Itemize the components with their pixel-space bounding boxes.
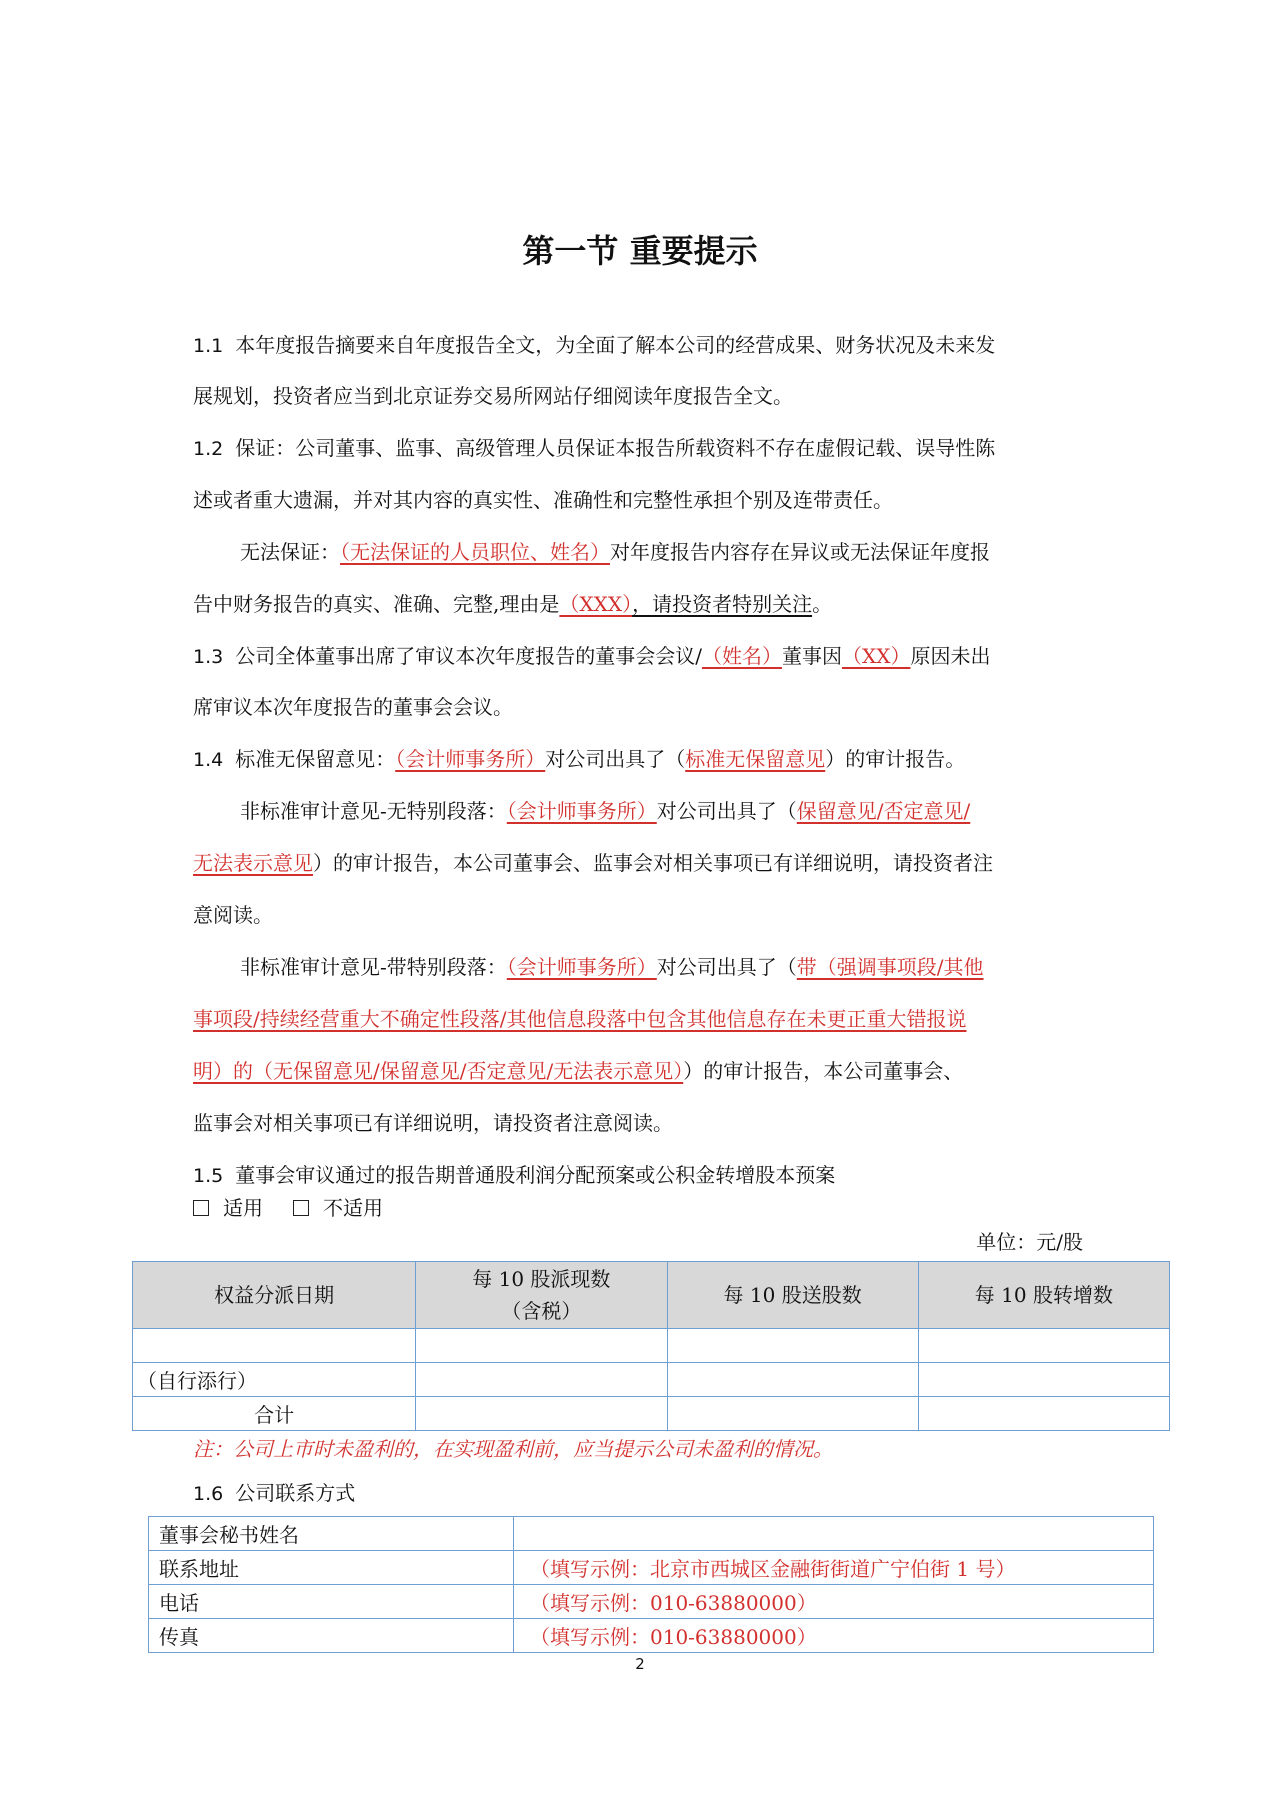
contact-value: （填写示例：北京市西城区金融街街道广宁伯街 1 号）	[514, 1551, 1154, 1585]
nonstandard-1-line1	[240, 796, 1083, 826]
placeholder-person: （无法保证的人员职位、姓名）	[340, 540, 610, 564]
table-header-row	[133, 1262, 1170, 1329]
text: 对年度报告内容存在异议或无法保证年度报	[610, 540, 990, 564]
table-cell: 合计	[133, 1397, 416, 1431]
section-number: 1.5	[193, 1165, 224, 1187]
table-total-row	[133, 1397, 1170, 1431]
section-number: 1.6	[193, 1483, 224, 1505]
profit-note: 注：公司上市时未盈利的，在实现盈利前，应当提示公司未盈利的情况。	[193, 1437, 833, 1461]
text: 对公司出具了（	[545, 747, 686, 771]
placeholder-firm: （会计师事务所）	[395, 747, 546, 771]
para-1-4-line1	[193, 744, 1083, 775]
header-text: 每 10 股派现数	[472, 1267, 611, 1291]
text: 保证：公司董事、监事、高级管理人员保证本报告所载资料不存在虚假记载、误导性陈	[235, 436, 996, 460]
checkbox-applicable[interactable]	[193, 1200, 209, 1216]
contact-value: （填写示例：010-63880000）	[514, 1585, 1154, 1619]
section-number: 1.3	[193, 646, 224, 668]
para-1-5-title	[193, 1160, 1083, 1191]
table-cell	[133, 1329, 416, 1363]
text: 董事因	[781, 644, 842, 668]
para-1-2-line1	[193, 433, 1083, 464]
option-label: 适用	[223, 1196, 263, 1220]
table-cell: （自行添行）	[133, 1363, 416, 1397]
no-guarantee-line1	[240, 537, 1083, 567]
contact-table	[148, 1516, 1154, 1653]
unit-label: 单位：元/股	[976, 1230, 1083, 1254]
label: 非标准审计意见-无特别段落：	[240, 799, 507, 823]
table-row	[133, 1363, 1170, 1397]
para-1-6-title	[193, 1478, 1083, 1509]
label: 非标准审计意见-带特别段落：	[240, 955, 507, 979]
placeholder-opinion: （无保留意见/保留意见/否定意见/无法表示意见）	[253, 1059, 684, 1083]
table-cell	[667, 1397, 918, 1431]
contact-row	[149, 1517, 1154, 1551]
applicability-options	[193, 1193, 1083, 1223]
header-cell: 权益分派日期	[133, 1262, 416, 1329]
para-1-1-line1	[193, 330, 1083, 361]
table-row	[133, 1329, 1170, 1363]
text: 对公司出具了（	[656, 799, 797, 823]
text: 董事会审议通过的报告期普通股利润分配预案或公积金转增股本预案	[235, 1163, 836, 1187]
header-cell	[416, 1262, 667, 1329]
text: ）的审计报告，本公司董事会、监事会对相关事项已有详细说明，请投资者注	[313, 851, 993, 875]
para-1-1-line2: 展规划，投资者应当到北京证券交易所网站仔细阅读年度报告全文。	[193, 384, 793, 408]
page-number: 2	[635, 1655, 645, 1673]
contact-row	[149, 1619, 1154, 1653]
contact-row	[149, 1585, 1154, 1619]
nonstandard-2-line3	[193, 1056, 1083, 1086]
table-cell	[918, 1329, 1169, 1363]
header-text: （含税）	[501, 1299, 582, 1323]
nonstandard-2-line4: 监事会对相关事项已有详细说明，请投资者注意阅读。	[193, 1111, 673, 1135]
text: 告中财务报告的真实、准确、完整,理由是	[193, 592, 560, 616]
checkbox-not-applicable[interactable]	[293, 1200, 309, 1216]
text: ）的审计报告。	[825, 747, 966, 771]
text: 。	[812, 592, 833, 616]
para-1-3-line1	[193, 641, 1083, 672]
section-number: 1.4	[193, 749, 224, 771]
placeholder-firm: （会计师事务所）	[506, 955, 657, 979]
placeholder-opinion: 带（强调事项段/其他	[796, 955, 984, 979]
placeholder-reason: （XXX）	[559, 592, 633, 616]
contact-value	[514, 1517, 1154, 1551]
text: 原因未出	[910, 644, 991, 668]
nonstandard-2-line2	[193, 1004, 1083, 1034]
contact-label: 电话	[149, 1585, 514, 1619]
para-1-2-line2: 述或者重大遗漏，并对其内容的真实性、准确性和完整性承担个别及连带责任。	[193, 488, 893, 512]
table-cell	[416, 1363, 667, 1397]
placeholder-firm: （会计师事务所）	[506, 799, 657, 823]
table-cell	[416, 1329, 667, 1363]
text: 公司联系方式	[235, 1481, 356, 1505]
text: ）的审计报告，本公司董事会、	[683, 1059, 964, 1083]
table-cell	[667, 1329, 918, 1363]
nonstandard-1-line3: 意阅读。	[193, 903, 273, 927]
table-cell	[918, 1397, 1169, 1431]
header-cell: 每 10 股转增数	[918, 1262, 1169, 1329]
no-guarantee-line2	[193, 589, 1083, 619]
placeholder-opinion: 标准无保留意见	[685, 747, 826, 771]
para-1-3-line2: 席审议本次年度报告的董事会会议。	[193, 695, 513, 719]
section-number: 1.1	[193, 335, 224, 357]
nonstandard-1-line2	[193, 848, 1083, 878]
contact-label: 传真	[149, 1619, 514, 1653]
table-cell	[667, 1363, 918, 1397]
header-cell: 每 10 股送股数	[667, 1262, 918, 1329]
contact-label: 联系地址	[149, 1551, 514, 1585]
placeholder-name: （姓名）	[701, 644, 782, 668]
contact-label: 董事会秘书姓名	[149, 1517, 514, 1551]
option-label: 不适用	[323, 1196, 383, 1220]
text: 公司全体董事出席了审议本次年度报告的董事会会议/	[235, 644, 702, 668]
contact-value: （填写示例：010-63880000）	[514, 1619, 1154, 1653]
placeholder-opinion: 明）的	[193, 1059, 253, 1083]
text: 本年度报告摘要来自年度报告全文，为全面了解本公司的经营成果、财务状况及未来发	[235, 333, 996, 357]
text: ，请投资者特别关注	[632, 592, 813, 616]
label: 标准无保留意见：	[235, 747, 396, 771]
table-cell	[416, 1397, 667, 1431]
nonstandard-2-line1	[240, 952, 1083, 982]
text: 对公司出具了（	[656, 955, 797, 979]
section-title: 第一节 重要提示	[522, 232, 758, 270]
placeholder-reason: （XX）	[841, 644, 911, 668]
label: 无法保证：	[240, 540, 340, 564]
table-cell	[918, 1363, 1169, 1397]
contact-row	[149, 1551, 1154, 1585]
placeholder-opinion: 无法表示意见	[193, 851, 313, 875]
dividend-table	[132, 1261, 1170, 1431]
placeholder-opinion: 保留意见/否定意见/	[796, 799, 971, 823]
section-number: 1.2	[193, 438, 224, 460]
placeholder-opinion: 事项段/持续经营重大不确定性段落/其他信息段落中包含其他信息存在未更正重大错报说	[193, 1007, 967, 1031]
